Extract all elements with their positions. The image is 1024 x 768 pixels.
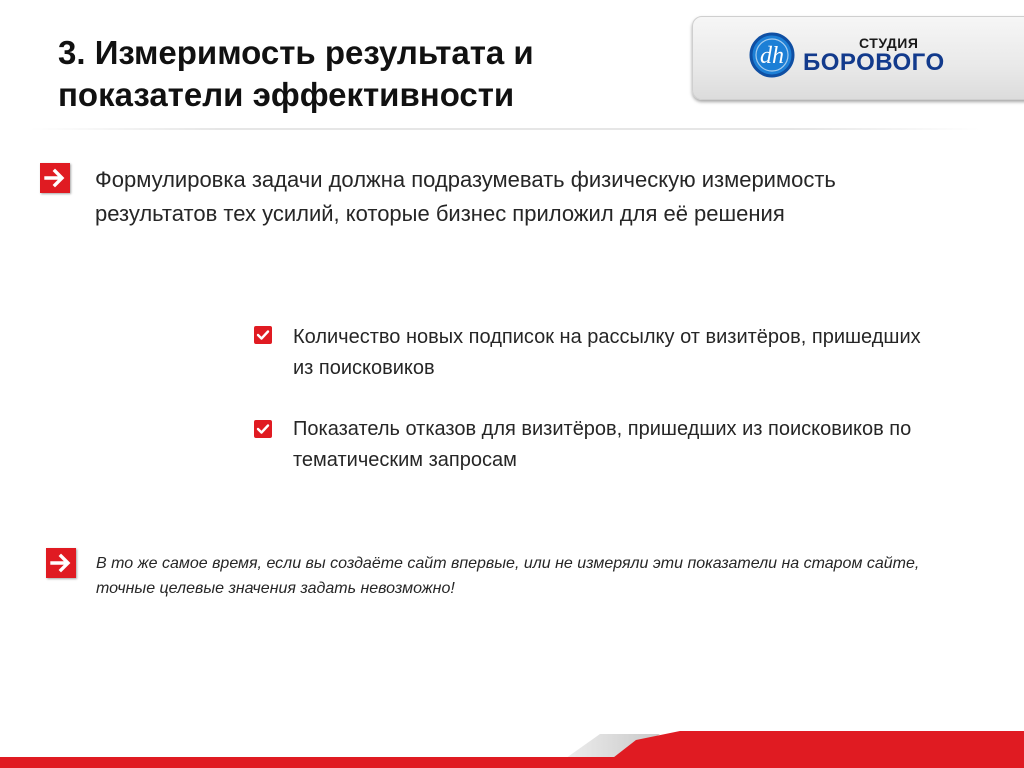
slide-title: 3. Измеримость результата и показатели эффективности [58,34,534,113]
metric-item-text: Показатель отказов для визитёров, пришедших из поисковиков по тематическим запросам [293,418,912,471]
logo-small-text: СТУДИЯ [859,35,919,51]
checkmark-icon [254,420,272,438]
logo-mark-icon [749,32,795,78]
arrow-right-icon [40,163,70,193]
metric-item-text: Количество новых подписок на рассылку от визитёров, пришедших из поисковиков [293,326,921,379]
title-divider [30,128,980,130]
checkmark-icon [254,326,272,344]
logo-big-text: БОРОВОГО [803,49,945,76]
logo-mark-text: dh [760,43,784,69]
note-text: В то же самое время, если вы создаёте сайт впервые, или не измеряли эти показатели на старом сайте, точные целевые значения задать невозможно! [96,555,920,597]
studio-logo [692,16,1024,100]
main-point-text: Формулировка задачи должна подразумевать физическую измеримость результатов тех усилий, которые бизнес приложил для её решения [95,167,836,226]
arrow-right-icon [46,548,76,578]
